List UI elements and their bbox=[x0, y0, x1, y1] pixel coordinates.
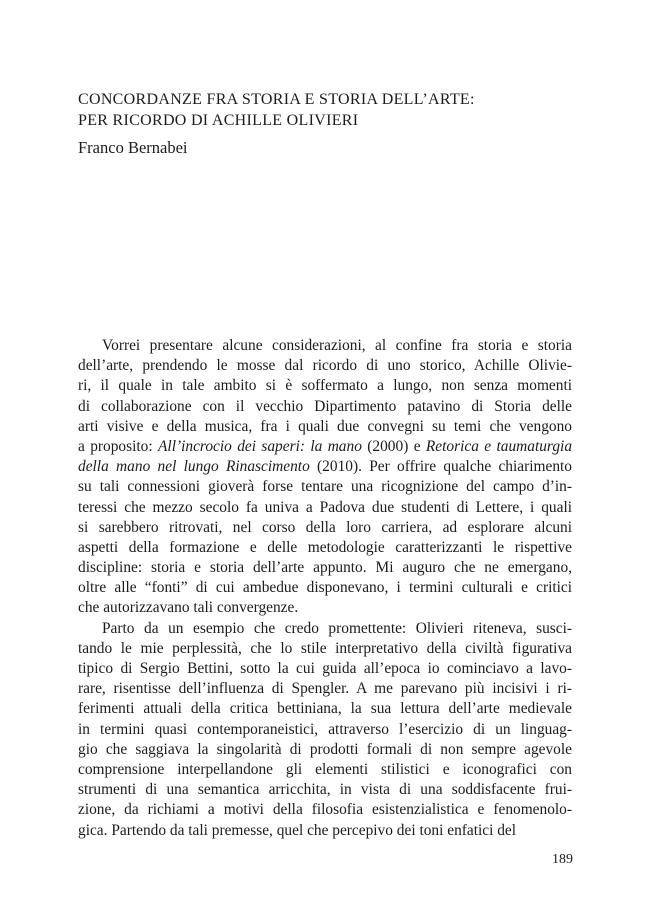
page-number: 189 bbox=[552, 852, 573, 867]
cited-title: All’incrocio dei saperi: la mano bbox=[158, 437, 362, 455]
body-line: si sarebbero ritrovati, nel corso della loro carriera, ad esplorare alcuni bbox=[78, 518, 572, 536]
body-line: di collaborazione con il vecchio Dipartimento patavino di Storia delle bbox=[78, 397, 572, 415]
body-line: aspetti della formazione e delle metodologie caratterizzanti le rispettive bbox=[78, 538, 572, 556]
body-line: Parto da un esempio che credo promettente: Olivieri riteneva, susci- bbox=[102, 619, 572, 637]
body-line: della mano nel lungo Rinascimento (2010). Per offrire qualche chiarimento bbox=[78, 458, 572, 476]
body-line: gio che saggiava la singolarità di prodotti formali di non sempre agevole bbox=[78, 740, 572, 758]
body-line: che autorizzavano tali convergenze. bbox=[78, 599, 299, 617]
body-line: su tali connessioni gioverà forse tentare una ricognizione del campo d’in- bbox=[78, 478, 572, 496]
cited-title: Retorica e taumaturgia bbox=[425, 437, 573, 455]
body-line: ri, il quale in tale ambito si è soffermato a lungo, non senza momenti bbox=[78, 377, 572, 395]
body-line: a proposito: All’incrocio dei saperi: la mano (2000) e Retorica e taumaturgia bbox=[78, 437, 573, 455]
body-line: comprensione interpellandone gli elementi stilistici e iconografici con bbox=[78, 760, 572, 778]
body-line: ferimenti attuali della critica bettiniana, la sua lettura dell’arte medievale bbox=[78, 700, 572, 718]
body-line: tando le mie perplessità, che lo stile interpretativo della civiltà figurativa bbox=[78, 639, 572, 657]
body-line: dell’arte, prendendo le mosse dal ricordo di uno storico, Achille Olivie- bbox=[78, 357, 572, 375]
body-line: gica. Partendo da tali premesse, quel che percepivo dei toni enfatici del bbox=[78, 821, 517, 839]
body-line: rare, risentisse dell’influenza di Spengler. A me parevano più incisivi i ri- bbox=[78, 680, 572, 698]
body-line: Vorrei presentare alcune considerazioni, al confine fra storia e storia bbox=[102, 337, 572, 354]
chapter-title-line-2: PER RICORDO DI ACHILLE OLIVIERI bbox=[78, 112, 359, 129]
body-line: teressi che mezzo secolo fa univa a Padova due studenti di Lettere, i quali bbox=[78, 498, 572, 516]
body-line: tipico di Sergio Bettini, sotto la cui guida all’epoca io cominciavo a lavo- bbox=[78, 660, 572, 677]
chapter-title-line-1: CONCORDANZE FRA STORIA E STORIA DELL’ARTE: bbox=[78, 91, 475, 108]
body-line: zione, da richiami a motivi della filosofia esistenzialistica e fenomenolo- bbox=[78, 801, 572, 819]
body-line: strumenti di una semantica arricchita, in vista di una soddisfacente frui- bbox=[78, 781, 572, 799]
body-text bbox=[78, 336, 572, 841]
body-line: in termini quasi contemporaneistici, attraverso l’esercizio di un linguag- bbox=[78, 720, 572, 738]
chapter-title bbox=[78, 89, 475, 131]
body-line: oltre alle “fonti” di cui ambedue disponevano, i termini culturali e critici bbox=[78, 579, 572, 597]
cited-title: della mano nel lungo Rinascimento bbox=[78, 458, 310, 476]
body-line: arti visive e della musica, fra i quali due convegni su temi che vengono bbox=[78, 417, 572, 435]
author-name: Franco Bernabei bbox=[78, 138, 188, 157]
body-line: discipline: storia e storia dell’arte appunto. Mi auguro che ne emergano, bbox=[78, 559, 572, 577]
